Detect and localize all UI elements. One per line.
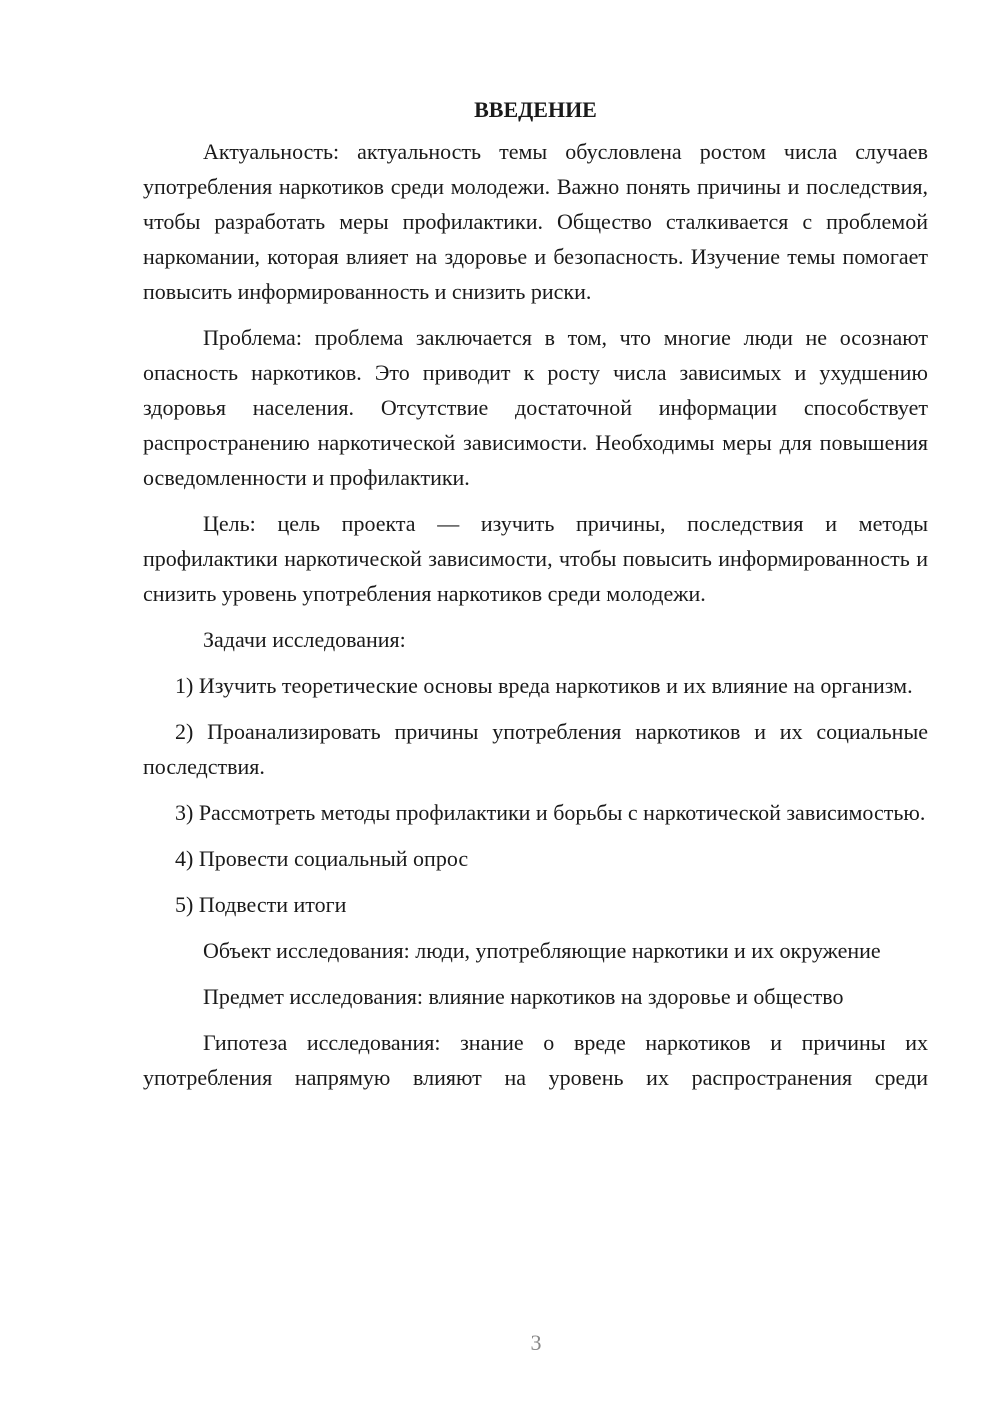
task-item: 1) Изучить теоретические основы вреда наркотиков и их влияние на организм. <box>175 673 913 698</box>
task-item: 5) Подвести итоги <box>175 892 347 917</box>
relevance-paragraph: Актуальность: актуальность темы обусловлена ростом числа случаев употребления наркотиков среди молодежи. Важно понять причины и последствия, чтобы разработать меры профилактики. Общество сталкивается с проблемой наркомании, которая влияет на здоровье и безопасность. Изучение темы помогает повысить информированность и снизить риски. <box>143 139 928 304</box>
object-paragraph: Объект исследования: люди, употребляющие наркотики и их окружение <box>203 938 881 963</box>
problem-paragraph: Проблема: проблема заключается в том, что многие люди не осознают опасность наркотиков. Это приводит к росту числа зависимых и ухудшению здоровья населения. Отсутствие достаточной информации способствует распространению наркотической зависимости. Необходимы меры для повышения осведомленности и профилактики. <box>143 325 928 490</box>
task-item: 3) Рассмотреть методы профилактики и борьбы с наркотической зависимостью. <box>175 800 926 825</box>
section-title: ВВЕДЕНИЕ <box>474 97 597 122</box>
task-item: 4) Провести социальный опрос <box>175 846 469 871</box>
tasks-heading: Задачи исследования: <box>203 627 406 652</box>
document-page <box>143 88 928 1106</box>
goal-paragraph: Цель: цель проекта — изучить причины, последствия и методы профилактики наркотической зависимости, чтобы повысить информированность и снизить уровень употребления наркотиков среди молодежи. <box>143 511 928 606</box>
page-number: 3 <box>530 1330 542 1355</box>
hypothesis-paragraph: Гипотеза исследования: знание о вреде наркотиков и причины их употребления напрямую влияют на уровень их распространения среди <box>143 1030 928 1090</box>
task-item: 2) Проанализировать причины употребления наркотиков и их социальные последствия. <box>143 719 928 779</box>
subject-paragraph: Предмет исследования: влияние наркотиков на здоровье и общество <box>203 984 844 1009</box>
